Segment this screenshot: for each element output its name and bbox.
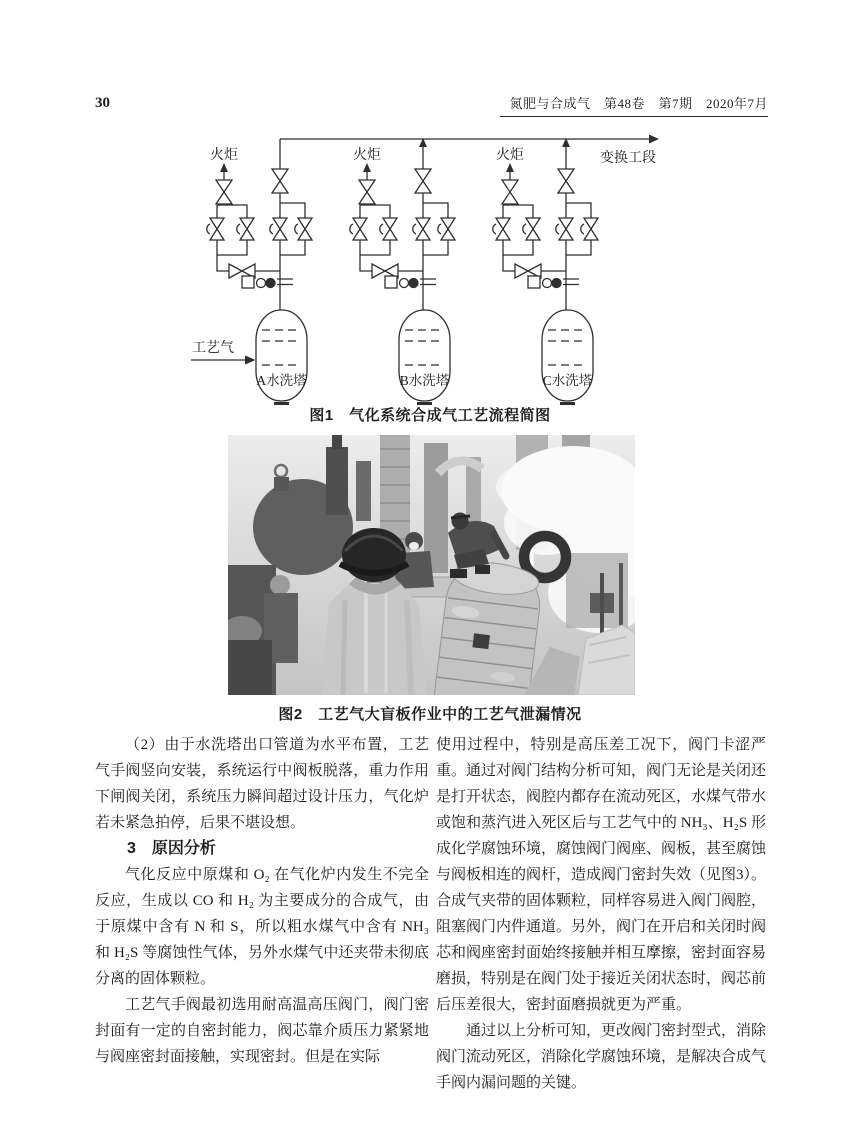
feed-arrow-icon [245, 356, 256, 365]
flare-label: 火炬 [496, 148, 524, 163]
process-gas-label: 工艺气 [192, 341, 234, 356]
valve-train-unit-a [207, 139, 312, 404]
photo-illustration [228, 435, 635, 695]
left-column [95, 732, 429, 1070]
tower-label-b: B水洗塔 [399, 373, 450, 388]
page-number: 30 [95, 95, 110, 111]
paragraph-reaction: 气化反应中原煤和 O₂ 在气化炉内发生不完全反应，生成以 CO 和 H₂ 为主要成分的合成气，由于原煤中含有 N 和 S，所以粗水煤气中含有 NH₃ 和 H₂S 等腐蚀性气体，另外水煤气中还夹带未彻底分离的固体颗粒。 [95, 867, 429, 987]
tower-label-c: C水洗塔 [542, 373, 593, 388]
valve-train-unit-c [493, 139, 598, 404]
figure2-photo [228, 435, 635, 695]
flare-label: 火炬 [210, 148, 238, 163]
paragraph-conclusion: 通过以上分析可知，更改阀门密封型式，消除阀门流动死区，消除化学腐蚀环境，是解决合成气手阀内漏问题的关键。 [436, 1023, 767, 1091]
tower-label-a: A水洗塔 [256, 373, 307, 388]
shift-section-label: 变换工段 [600, 151, 656, 166]
figure1-flow-diagram [190, 133, 660, 418]
right-arrow-icon [649, 135, 659, 144]
journal-header: 氮肥与合成气 第48卷 第7期 2020年7月 [500, 96, 768, 117]
paragraph-valve-right: 使用过程中，特别是高压差工况下，阀门卡涩严重。通过对阀门结构分析可知，阀门无论是关闭还是打开状态，阀腔内都存在流动死区，水煤气带水或饱和蒸汽进入死区后与工艺气中的 NH₃、H₂S 形成化学腐蚀环境，腐蚀阀门阀座、阀板，甚至腐蚀与阀板相连的阀杆，造成阀门密封失效（见图3）。合成气夹带的固体颗粒，同样容易进入阀门阀腔，阻塞阀门内件通道。另外，阀门在开启和关闭时阀芯和阀座密封面始终接触并相互摩擦，密封面容易磨损，特别是在阀门处于接近关闭状态时，阀芯前后压差很大，密封面磨损就更为严重。 [436, 737, 767, 1013]
pipe-tag [472, 633, 490, 649]
figure1-caption: 图1 气化系统合成气工艺流程简图 [309, 407, 551, 424]
paragraph-outlet: （2）由于水洗塔出口管道为水平布置，工艺气手阀竖向安装，系统运行中阀板脱落，重力作用下闸阀关闭，系统压力瞬间超过设计压力，气化炉若未紧急拍停，后果不堪设想。 [95, 737, 429, 831]
section3-heading: 3 原因分析 [127, 840, 216, 857]
figure2-caption: 图2 工艺气大盲板作业中的工艺气泄漏情况 [278, 706, 582, 723]
paragraph-valve-left: 工艺气手阀最初选用耐高温高压阀门，阀门密封面有一定的自密封能力，阀芯靠介质压力紧紧地与阀座密封面接触，实现密封。但是在实际 [95, 997, 429, 1065]
flare-label: 火炬 [353, 148, 381, 163]
right-column [436, 732, 766, 1096]
valve-train-unit-b [350, 139, 455, 404]
